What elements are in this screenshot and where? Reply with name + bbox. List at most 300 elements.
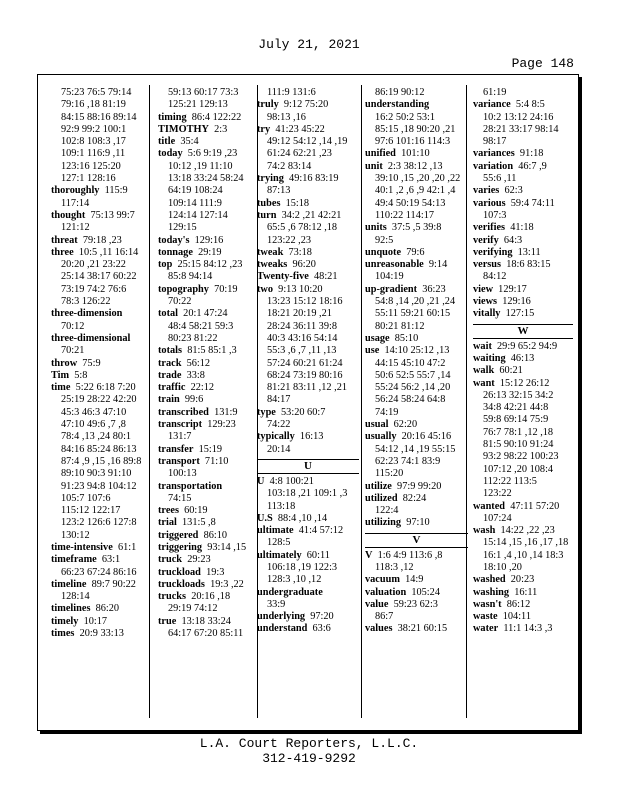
- index-refs: 86:4 122:22: [191, 111, 242, 123]
- index-entry: [473, 148, 573, 160]
- index-word: variation: [473, 160, 514, 172]
- index-refs: 127:15: [505, 308, 535, 320]
- index-word: ultimate: [257, 525, 294, 537]
- index-refs: 99:6: [184, 394, 204, 406]
- index-refs-continued: 49:4 50:19 54:13: [375, 197, 446, 209]
- index-refs: 101:10: [401, 148, 430, 160]
- index-word: verifying: [473, 246, 513, 258]
- index-refs-continued: 57:24 60:21 61:24: [267, 357, 343, 369]
- index-refs: 16:13: [299, 431, 324, 443]
- index-entry: [51, 382, 143, 394]
- index-word: turn: [257, 209, 277, 221]
- index-refs: 41:18: [510, 222, 534, 234]
- index-entry: [158, 456, 258, 468]
- index-refs-continued: 85:8 94:14: [168, 271, 213, 283]
- index-refs: 91:18: [519, 148, 544, 160]
- index-refs: 79:6: [406, 246, 425, 258]
- index-entry: [158, 517, 258, 529]
- index-word: undergraduate: [257, 586, 323, 598]
- index-word: tweak: [257, 246, 284, 258]
- index-word: today: [158, 148, 183, 160]
- index-refs-continued: 26:13 32:15 34:2: [483, 389, 554, 401]
- index-word: up-gradient: [365, 283, 418, 295]
- index-refs: 46:7 ,9: [518, 160, 547, 172]
- index-refs: 2:3 38:12 ,13: [387, 160, 443, 172]
- index-refs: 20:1 47:24: [183, 308, 228, 320]
- index-refs-continued: 107:3: [483, 209, 507, 221]
- index-refs-continued: 29:19 74:12: [168, 603, 218, 615]
- index-refs: 14:9: [405, 574, 424, 586]
- index-refs-continued: 54:8 ,14 ,20 ,21 ,24: [375, 296, 456, 308]
- index-refs: 15:12 26:12: [499, 377, 550, 389]
- index-entry: [257, 611, 359, 623]
- index-refs: 86:12: [506, 598, 531, 610]
- index-refs: 85:10: [394, 332, 419, 344]
- index-refs: 15:19: [198, 443, 223, 455]
- index-entry: [473, 198, 573, 210]
- index-word: V: [365, 549, 373, 561]
- index-refs-continued: 73:19 74:2 76:6: [61, 283, 127, 295]
- index-word: time: [51, 382, 71, 394]
- index-refs: 81:5 85:1 ,3: [187, 345, 237, 357]
- index-refs-continued: 122:4: [375, 505, 399, 517]
- index-entry: [257, 124, 359, 136]
- index-entry: [473, 185, 573, 197]
- index-entry: [51, 247, 143, 259]
- index-refs: 10:5 ,11 16:14: [78, 246, 139, 258]
- index-refs-continued: 109:1 116:9 ,11: [61, 148, 126, 160]
- index-refs-continued: 104:19: [375, 271, 404, 283]
- index-entry: [365, 222, 468, 234]
- index-refs-continued: 28:24 36:11 39:8: [267, 320, 337, 332]
- index-word: walk: [473, 365, 495, 377]
- index-refs: 1:6 4:9 113:6 ,8: [377, 549, 443, 561]
- index-entry: [365, 247, 468, 259]
- index-refs: 48:21: [314, 271, 338, 283]
- index-entry: [158, 308, 258, 320]
- index-refs-continued: 128:5: [267, 537, 291, 549]
- index-entry: [158, 382, 258, 394]
- index-word: three-dimensional: [51, 332, 131, 344]
- index-refs: 86:10: [203, 529, 228, 541]
- index-refs-continued: 92:9 99:2 100:1: [61, 123, 127, 135]
- index-refs-continued: 48:4 58:21 59:3: [168, 320, 234, 332]
- index-refs-continued: 117:14: [61, 197, 90, 209]
- index-entry: [158, 148, 258, 160]
- column-divider: [466, 85, 467, 718]
- index-entry: [158, 616, 258, 628]
- index-refs: 56:12: [186, 357, 211, 369]
- index-word: timelines: [51, 603, 91, 615]
- index-entry: [158, 407, 258, 419]
- index-entry: [51, 579, 143, 591]
- index-refs: 129:23: [207, 419, 236, 431]
- index-word: train: [158, 394, 180, 406]
- index-word: trying: [257, 173, 284, 185]
- index-refs-continued: 109:14 111:9: [168, 197, 222, 209]
- index-word: triggering: [158, 541, 203, 553]
- index-entry: [473, 574, 573, 586]
- index-refs: 9:12 75:20: [283, 99, 329, 111]
- index-word: wanted: [473, 500, 506, 512]
- index-refs-continued: 61:24 62:21 ,23: [267, 148, 332, 160]
- index-refs-continued: 65:5 ,6 78:12 ,18: [267, 222, 338, 234]
- index-refs-continued: 44:15 45:10 47:2: [375, 357, 446, 369]
- index-refs-continued: 74:22: [267, 419, 291, 431]
- index-word: traffic: [158, 382, 186, 394]
- index-word: timeframe: [51, 554, 97, 566]
- index-refs: 131:9: [214, 406, 238, 418]
- index-word: typically: [257, 431, 295, 443]
- index-refs: 97:10: [406, 517, 430, 529]
- index-word: verifies: [473, 222, 506, 234]
- index-word: want: [473, 377, 495, 389]
- index-word: understand: [257, 623, 308, 635]
- index-refs: 129:17: [498, 283, 527, 295]
- index-word: utilize: [365, 480, 392, 492]
- index-word: top: [158, 259, 173, 271]
- index-word: threat: [51, 234, 78, 246]
- index-entry: [158, 284, 258, 296]
- index-entry: [158, 370, 258, 382]
- index-refs-continued: 127:1 128:16: [61, 173, 116, 185]
- index-refs-continued: 47:10 49:6 ,7 ,8: [61, 419, 126, 431]
- index-refs: 25:15 84:12 ,23: [177, 259, 243, 271]
- index-refs: 38:21 60:15: [397, 623, 448, 635]
- index-entry: [158, 235, 258, 247]
- index-refs: 34:2 ,21 42:21: [281, 209, 342, 221]
- index-refs: 4:8 100:21: [269, 475, 314, 487]
- header-date: July 21, 2021: [258, 37, 360, 52]
- index-refs: 79:18 ,23: [82, 234, 122, 246]
- index-refs-continued: 80:23 81:22: [168, 332, 218, 344]
- index-refs: 29:19: [198, 246, 222, 258]
- index-refs-continued: 59:8 69:14 75:9: [483, 414, 549, 426]
- index-refs-continued: 113:18: [267, 500, 296, 512]
- index-word: utilizing: [365, 517, 402, 529]
- index-refs-continued: 84:17: [267, 394, 291, 406]
- index-entry: [51, 616, 143, 628]
- index-refs: 63:6: [312, 623, 331, 635]
- index-entry: [365, 574, 468, 586]
- index-refs-continued: 129:15: [168, 222, 197, 234]
- index-refs-continued: 70:21: [61, 345, 85, 357]
- index-refs: 11:1 14:3 ,3: [503, 623, 553, 635]
- index-word: truckloads: [158, 578, 205, 590]
- index-entry: [365, 419, 468, 431]
- index-entry: [365, 493, 468, 505]
- index-word: wash: [473, 525, 496, 537]
- index-word: variances: [473, 148, 515, 160]
- index-refs: 104:11: [502, 611, 531, 623]
- index-entry: [365, 345, 468, 357]
- index-refs: 5:6 9:19 ,23: [187, 148, 238, 160]
- index-word: trees: [158, 505, 179, 517]
- index-word: washing: [473, 586, 510, 598]
- index-word: total: [158, 308, 179, 320]
- index-refs-continued: 121:12: [61, 222, 90, 234]
- index-entry: [158, 481, 258, 493]
- index-word: U.S: [257, 512, 273, 524]
- index-entry: [473, 341, 573, 353]
- index-entry: [365, 623, 468, 635]
- index-refs: 71:10: [204, 455, 229, 467]
- index-refs: 82:24: [402, 492, 427, 504]
- index-refs-continued: 118:3 ,12: [375, 561, 414, 573]
- index-entry: [473, 525, 573, 537]
- index-refs-continued: 55:24 56:2 ,14 ,20: [375, 382, 451, 394]
- index-refs: 75:9: [82, 357, 101, 369]
- index-entry: [473, 587, 573, 599]
- index-refs-continued: 49:12 54:12 ,14 ,19: [267, 136, 348, 148]
- index-entry: [473, 353, 573, 365]
- index-entry: [473, 247, 573, 259]
- index-refs: 129:16: [194, 234, 224, 246]
- index-word: title: [158, 136, 176, 148]
- index-refs-continued: 85:15 ,18 90:20 ,21: [375, 123, 456, 135]
- index-word: trial: [158, 517, 177, 529]
- index-entry: [365, 587, 468, 599]
- index-refs-continued: 79:16 ,18 81:19: [61, 99, 126, 111]
- index-word: truly: [257, 99, 279, 111]
- index-refs-continued: 78:4 ,13 ,24 80:1: [61, 431, 132, 443]
- index-refs-continued: 55:6 ,11: [483, 173, 517, 185]
- index-refs: 129:16: [502, 296, 531, 308]
- index-entry: [365, 99, 468, 111]
- index-word: trade: [158, 369, 182, 381]
- index-refs: 29:9 65:2 94:9: [497, 340, 558, 352]
- index-word: thoroughly: [51, 185, 100, 197]
- index-refs-continued: 115:12 122:17: [61, 505, 121, 517]
- index-entry: [158, 247, 258, 259]
- index-word: valuation: [365, 586, 407, 598]
- index-entry: [365, 431, 468, 443]
- index-refs-continued: 20:14: [267, 443, 291, 455]
- index-refs-continued: 18:21 20:19 ,21: [267, 308, 332, 320]
- index-refs-continued: 59:13 60:17 73:3: [168, 87, 239, 98]
- index-refs: 41:23 45:22: [275, 123, 325, 135]
- index-refs-continued: 123:22 ,23: [267, 234, 312, 246]
- index-refs: 14:22 ,22 ,23: [500, 525, 555, 537]
- index-refs-continued: 107:12 ,20 108:4: [483, 463, 554, 475]
- index-refs: 75:13 99:7: [90, 209, 135, 221]
- index-word: unquote: [365, 246, 402, 258]
- index-entry: [51, 235, 143, 247]
- index-entry: [51, 333, 143, 345]
- index-entry: [257, 587, 359, 599]
- index-entry: [51, 210, 143, 222]
- index-entry: [51, 308, 143, 320]
- index-refs-continued: 111:9 131:6: [267, 87, 316, 98]
- index-word: transcript: [158, 419, 203, 431]
- index-refs-continued: 89:10 90:3 91:10: [61, 468, 132, 480]
- index-refs-continued: 107:24: [483, 512, 512, 524]
- index-word: try: [257, 123, 271, 135]
- index-entry: [158, 530, 258, 542]
- index-refs-continued: 18:10 ,20: [483, 561, 522, 573]
- index-refs-continued: 86:19 90:12: [375, 87, 425, 98]
- index-refs: 53:20 60:7: [281, 406, 326, 418]
- index-word: unit: [365, 160, 383, 172]
- index-word: timeline: [51, 578, 87, 590]
- index-refs: 19:3 ,22: [210, 578, 244, 590]
- index-entry: [158, 419, 258, 431]
- index-refs: 2:3: [214, 123, 228, 135]
- index-refs-continued: 123:2 126:6 127:8: [61, 517, 137, 529]
- index-refs-continued: 16:1 ,4 ,10 ,14 18:3: [483, 549, 564, 561]
- index-refs-continued: 25:19 28:22 42:20: [61, 394, 137, 406]
- index-refs-continued: 61:19: [483, 87, 507, 98]
- index-word: thought: [51, 209, 86, 221]
- index-refs-continued: 10:12 ,19 11:10: [168, 160, 233, 172]
- index-word: track: [158, 357, 182, 369]
- index-refs-continued: 80:21 81:12: [375, 320, 425, 332]
- index-word: view: [473, 283, 494, 295]
- index-word: timing: [158, 111, 187, 123]
- index-refs: 64:3: [503, 234, 523, 246]
- index-refs: 49:16 83:19: [289, 173, 339, 185]
- index-column-4: [365, 87, 468, 715]
- column-divider: [149, 85, 150, 718]
- index-refs-continued: 84:12: [483, 271, 507, 283]
- index-word: trucks: [158, 591, 187, 603]
- index-word: transportation: [158, 480, 223, 492]
- index-entry: [158, 259, 258, 271]
- page-number: Page 148: [511, 56, 574, 71]
- index-word: TIMOTHY: [158, 123, 209, 135]
- index-entry: [257, 431, 359, 443]
- index-word: transcribed: [158, 406, 209, 418]
- index-entry: [51, 603, 143, 615]
- index-word: usual: [365, 419, 389, 431]
- index-refs-continued: 20:20 ,21 23:22: [61, 259, 126, 271]
- index-entry: [158, 591, 258, 603]
- index-entry: [365, 148, 468, 160]
- index-entry: [51, 628, 143, 640]
- index-word: wasn't: [473, 598, 502, 610]
- index-refs-continued: 81:21 83:11 ,12 ,21: [267, 382, 347, 394]
- index-refs-continued: 15:14 ,15 ,16 ,17 ,18: [483, 537, 569, 549]
- index-refs-continued: 103:18 ,21 109:1 ,3: [267, 488, 348, 500]
- index-refs-continued: 75:23 76:5 79:14: [61, 87, 132, 98]
- index-word: waste: [473, 611, 498, 623]
- index-refs-continued: 91:23 94:8 104:12: [61, 480, 137, 492]
- index-refs-continued: 93:2 98:22 100:23: [483, 451, 559, 463]
- index-refs-continued: 45:3 46:3 47:10: [61, 406, 127, 418]
- index-entry: [257, 259, 359, 271]
- index-refs: 5:8: [74, 369, 88, 381]
- index-refs: 93:14 ,15: [207, 541, 247, 553]
- index-refs: 13:11: [517, 246, 541, 258]
- index-entry: [158, 358, 258, 370]
- index-entry: [158, 542, 258, 554]
- index-refs-continued: 84:16 85:24 86:13: [61, 443, 137, 455]
- index-word: various: [473, 197, 506, 209]
- index-refs: 97:20: [310, 611, 334, 623]
- index-word: tonnage: [158, 246, 193, 258]
- index-column-1: [51, 87, 143, 715]
- index-entry: [365, 599, 468, 611]
- index-entry: [473, 235, 573, 247]
- index-word: tweaks: [257, 259, 288, 271]
- index-refs-continued: 100:13: [168, 468, 197, 480]
- index-entry: [158, 394, 258, 406]
- index-word: use: [365, 345, 380, 357]
- index-word: views: [473, 296, 498, 308]
- index-refs: 47:11 57:20: [510, 500, 560, 512]
- index-refs: 46:13: [510, 352, 535, 364]
- index-entry: [158, 345, 258, 357]
- footer: [0, 736, 618, 766]
- index-entry: [365, 550, 468, 562]
- index-refs: 9:14: [428, 259, 448, 271]
- index-refs: 19:3: [206, 566, 225, 578]
- column-divider: [361, 85, 362, 718]
- index-entry: [158, 444, 258, 456]
- index-refs: 33:8: [186, 369, 205, 381]
- index-refs: 20:23: [510, 574, 535, 586]
- index-word: three: [51, 246, 74, 258]
- index-refs-continued: 86:7: [375, 611, 394, 623]
- index-entry: [473, 308, 573, 320]
- index-word: topography: [158, 283, 209, 295]
- footer-phone: 312-419-9292: [262, 751, 356, 766]
- index-word: Tim: [51, 369, 70, 381]
- index-column-2: [158, 87, 258, 715]
- index-entry: [158, 579, 258, 591]
- index-entry: [257, 284, 359, 296]
- index-entry: [257, 550, 359, 562]
- index-refs-continued: 128:14: [61, 591, 90, 603]
- index-entry: [257, 99, 359, 111]
- index-refs: 60:19: [184, 505, 208, 517]
- index-entry: [257, 476, 359, 488]
- footer-reporter: L.A. Court Reporters, L.L.C.: [199, 736, 419, 751]
- index-entry: [257, 513, 359, 525]
- index-word: washed: [473, 574, 506, 586]
- index-word: versus: [473, 259, 502, 271]
- index-word: timely: [51, 615, 79, 627]
- index-word: value: [365, 598, 389, 610]
- section-letter: V: [365, 533, 468, 548]
- index-refs: 36:23: [422, 283, 446, 295]
- index-entry: [158, 112, 258, 124]
- index-refs-continued: 74:15: [168, 492, 192, 504]
- index-refs: 60:11: [306, 549, 330, 561]
- index-refs-continued: 66:23 67:24 86:16: [61, 566, 137, 578]
- index-word: truckload: [158, 566, 201, 578]
- index-entry: [257, 525, 359, 537]
- index-entry: [257, 271, 359, 283]
- index-refs-continued: 98:13 ,16: [267, 111, 306, 123]
- index-entry: [365, 259, 468, 271]
- index-refs: 37:5 ,5 39:8: [391, 222, 442, 234]
- index-entry: [365, 284, 468, 296]
- index-refs: 10:17: [83, 615, 108, 627]
- index-refs-continued: 54:12 ,14 ,19 55:15: [375, 443, 456, 455]
- index-word: truck: [158, 554, 183, 566]
- index-refs-continued: 128:3 ,10 ,12: [267, 574, 322, 586]
- index-entry: [365, 517, 468, 529]
- index-word: U: [257, 475, 265, 487]
- index-refs-continued: 64:17 67:20 85:11: [168, 628, 244, 640]
- index-entry: [473, 99, 573, 111]
- index-refs: 20:16 45:16: [401, 431, 452, 443]
- index-refs-continued: 105:7 107:6: [61, 492, 111, 504]
- index-refs-continued: 131:7: [168, 431, 192, 443]
- index-entry: [473, 365, 573, 377]
- index-refs-continued: 81:5 90:10 91:24: [483, 439, 554, 451]
